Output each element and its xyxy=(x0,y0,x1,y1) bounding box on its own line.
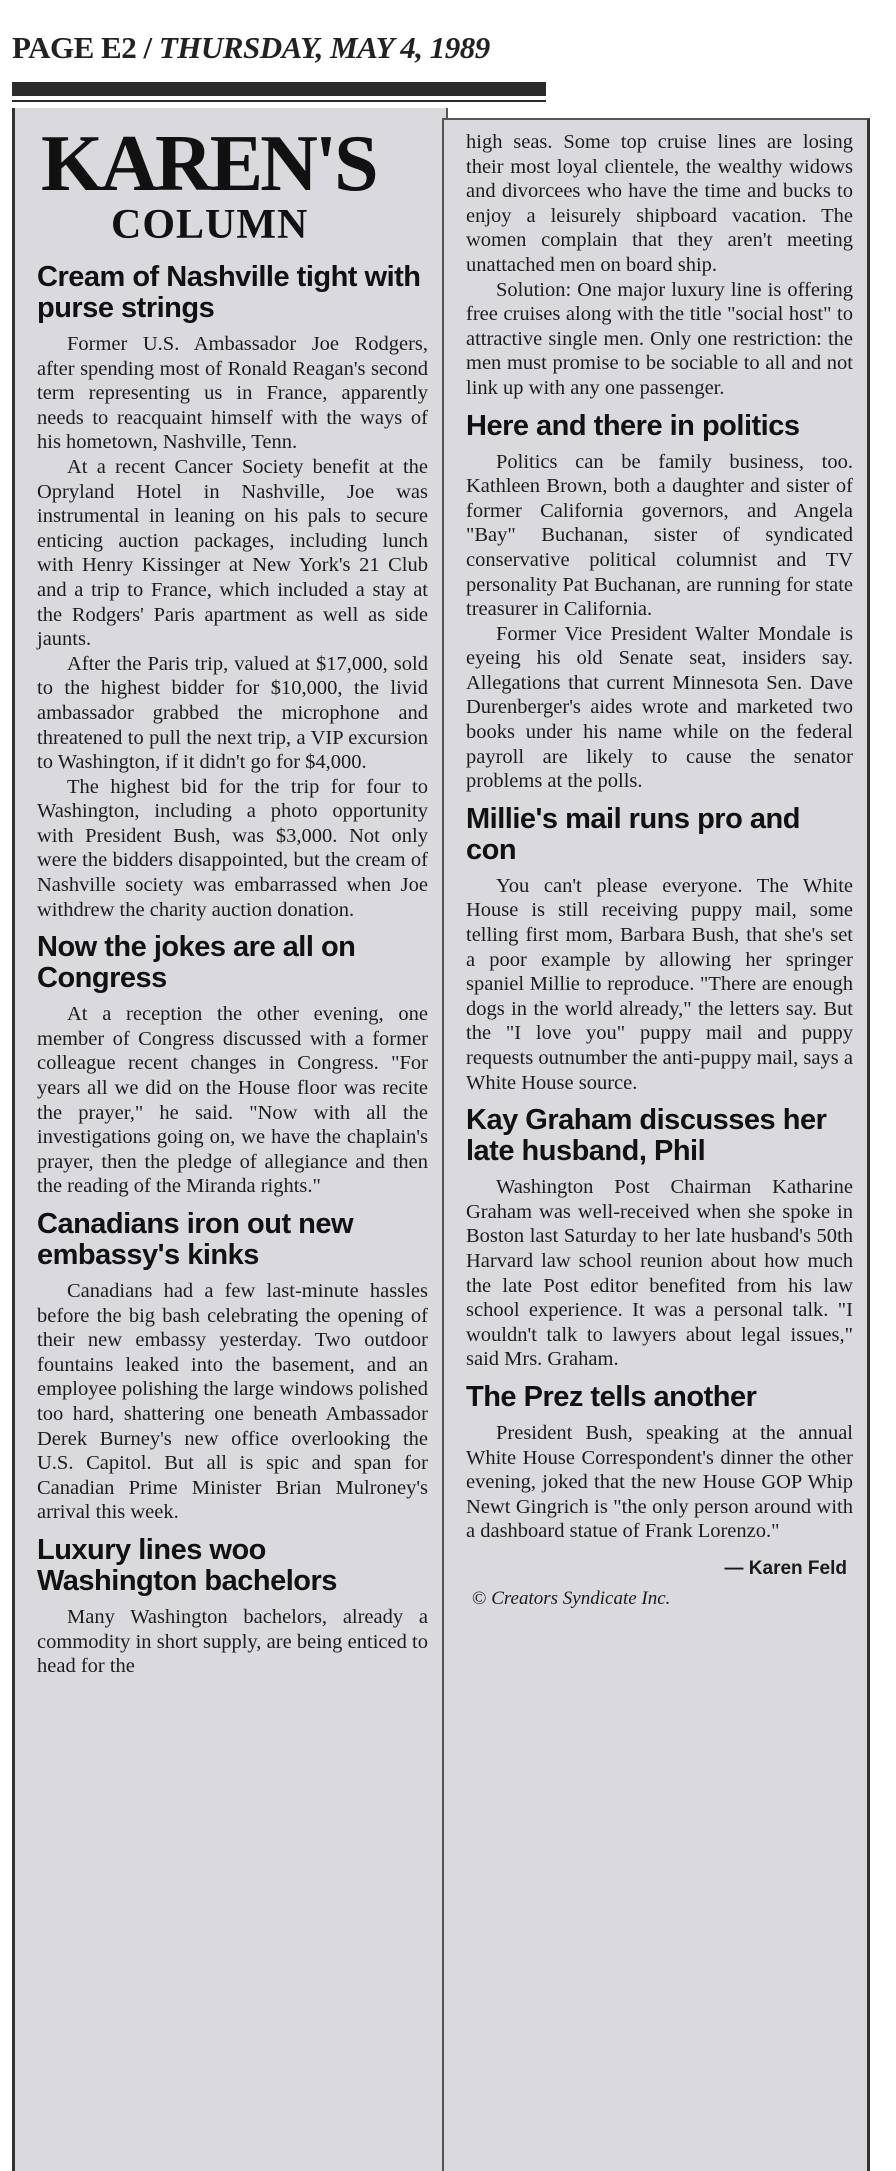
byline-signature: — Karen Feld xyxy=(724,1557,847,1579)
page-dateline xyxy=(12,30,512,66)
paragraph: Many Washington bachelors, already a commodity in short supply, are being enticed to head for the xyxy=(37,1605,428,1678)
headline-canadians: Canadians iron out new embassy's kinks xyxy=(37,1208,354,1271)
paragraph: The highest bid for the trip for four to Washington, including a photo opportunity with President Bush, was $3,000. Not only were the bidders disappointed, but the cream of Nashville society was embarrassed when Joe withdrew the charity auction donation. xyxy=(37,775,428,921)
headline-nashville: Cream of Nashville tight with purse strings xyxy=(37,261,421,324)
paragraph: Solution: One major luxury line is offering free cruises along with the title "social host" to attractive single men. Only one restriction: the men must promise to be sociable to all and not link up with any one passenger. xyxy=(466,278,853,399)
headline-millie: Millie's mail runs pro and con xyxy=(466,802,800,866)
paragraph: Former U.S. Ambassador Joe Rodgers, after spending most of Ronald Reagan's second term representing us in France, apparently needs to reacquaint himself with the ways of his hometown, Nashville, Tenn. xyxy=(37,333,428,454)
copyright-text: Creators Syndicate Inc. xyxy=(491,1587,671,1609)
headline-luxury-lines: Luxury lines woo Washington bachelors xyxy=(37,1533,337,1597)
paragraph: At a recent Cancer Society benefit at the Opryland Hotel in Nashville, Joe was instrumental in leaning on his pals to secure enticing auction packages, including lunch with Henry Kissinger at New York's 21 Club and a trip to France, which included a stay at the Rodgers' Paris apartment as well as side jaunts. xyxy=(37,455,428,651)
headline-kay-graham: Kay Graham discusses her late husband, Phil xyxy=(466,1104,827,1168)
paragraph: You can't please everyone. The White House is still receiving puppy mail, some telling first mom, Barbara Bush, that she's set a poor example by allowing her springer spaniel Millie to reproduce. "There are enough dogs in the world already," the letters say. But the "I love you" puppy mail and puppy requests outnumber the anti-puppy mail, says a White House source. xyxy=(466,874,853,1094)
paragraph: After the Paris trip, valued at $17,000, sold to the highest bidder for $10,000, the livid ambassador grabbed the microphone and threatened to pull the next trip, a VIP excursion to Washington, if it didn't go for $4,000. xyxy=(37,652,428,774)
paragraph: President Bush, speaking at the annual White House Correspondent's dinner the other evening, joked that the new House GOP Whip Newt Gingrich is "the only person around with a dashboard statue of Frank Lorenzo." xyxy=(466,1421,853,1543)
header-rule-thick xyxy=(12,82,546,96)
masthead-title: KAREN'S xyxy=(41,120,376,208)
paragraph: Politics can be family business, too. Kathleen Brown, both a daughter and sister of former California governors, and Angela "Bay" Buchanan, sister of syndicated conservative political columnist and TV personality Pat Buchanan, are running for state treasurer in California. xyxy=(466,450,853,621)
paragraph: Washington Post Chairman Katharine Graham was well-received when she spoke in Boston last Saturday to her late husband's 50th Harvard law school reunion about how much the late Post editor benefited from his law school experience. It was a personal talk. "I wouldn't talk to lawyers about legal issues," said Mrs. Graham. xyxy=(466,1176,853,1371)
page-label: PAGE E2 / xyxy=(12,30,152,65)
paragraph: Canadians had a few last-minute hassles before the big bash celebrating the opening of their new embassy yesterday. Two outdoor fountains leaked into the basement, and an employee polishing the large windows polished too hard, shattering one beneath Ambassador Derek Burney's new office overlooking the U.S. Capitol. But all is spic and span for Canadian Prime Minister Brian Mulroney's arrival this week. xyxy=(37,1280,428,1524)
column-left xyxy=(12,108,448,2171)
copyright-line xyxy=(472,1588,853,1610)
copyright-mark: © xyxy=(472,1587,487,1609)
column-right xyxy=(442,118,870,2171)
issue-date: THURSDAY, MAY 4, 1989 xyxy=(158,30,490,65)
header-rule-thin xyxy=(12,100,546,102)
paragraph: Former Vice President Walter Mondale is eyeing his old Senate seat, insiders say. Allegations that current Minnesota Sen. Dave Durenberger's aides wrote and marketed two books under his name while on the federal payroll are likely to cause the senator problems at the polls. xyxy=(466,622,853,793)
headline-prez: The Prez tells another xyxy=(466,1380,757,1413)
paragraph: At a reception the other evening, one member of Congress discussed with a former colleague recent changes in Congress. "For years all we did on the House floor was recite the prayer," he said. "Now with all the investigations going on, we have the chaplain's prayer, then the pledge of allegiance and then the reading of the Miranda rights." xyxy=(37,1003,428,1198)
masthead-subtitle: COLUMN xyxy=(111,202,309,248)
headline-congress: Now the jokes are all on Congress xyxy=(37,931,356,995)
paragraph-continued: high seas. Some top cruise lines are losing their most loyal clientele, the wealthy widows and divorcees who have the time and bucks to enjoy a leisurely shipboard vacation. The women complain that they aren't meeting unattached men on board ship. xyxy=(466,131,853,276)
headline-politics: Here and there in politics xyxy=(466,409,800,442)
